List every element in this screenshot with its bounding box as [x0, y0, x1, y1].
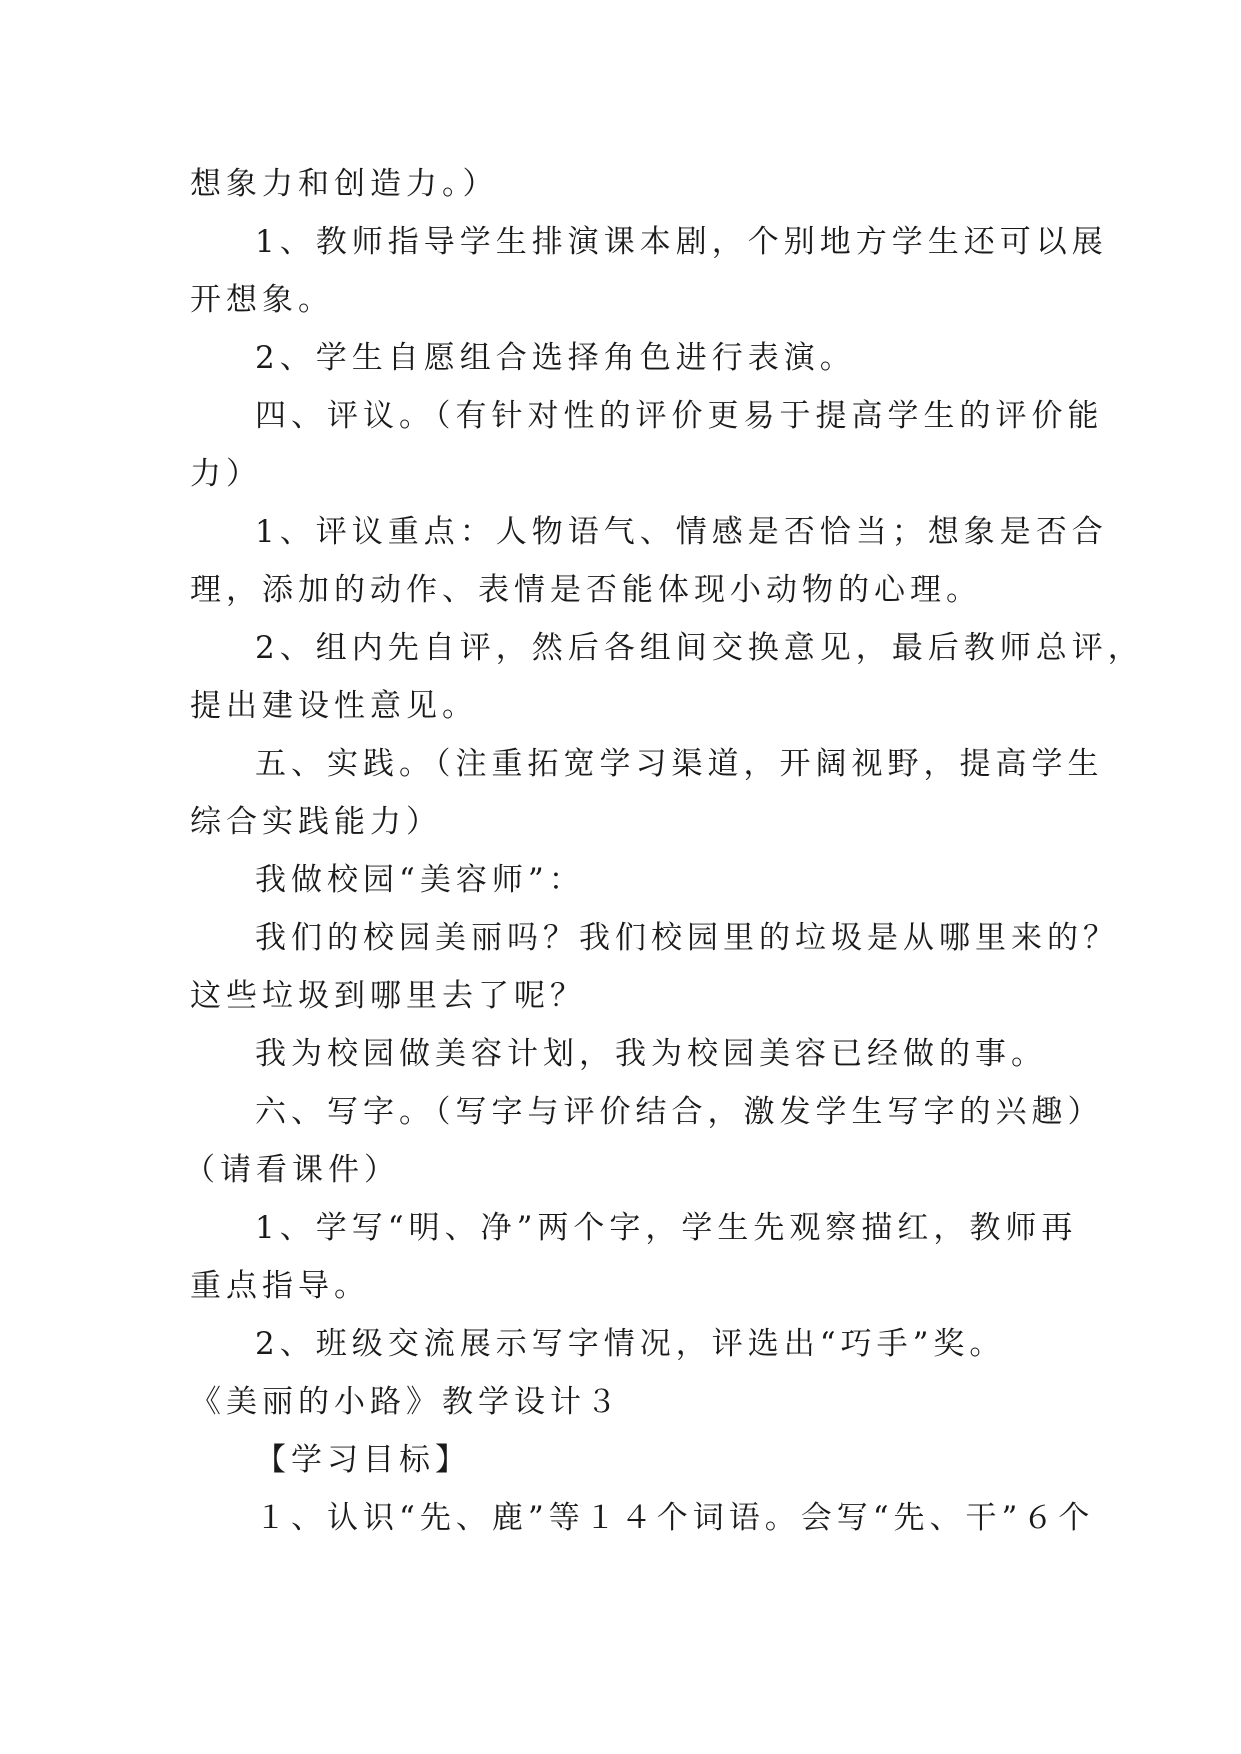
text-line: 我做校园“美容师”： [255, 862, 585, 898]
text-line: 力） [190, 456, 262, 492]
text-line: 1、学写“明、净”两个字，学生先观察描红，教师再 [255, 1210, 1078, 1246]
document-title: 《美丽的小路》教学设计３ [190, 1384, 622, 1420]
text-line: 2、组内先自评，然后各组间交换意见，最后教师总评， [255, 630, 1144, 666]
section-heading: 【学习目标】 [255, 1442, 471, 1478]
section-heading: 六、写字。（写字与评价结合，激发学生写字的兴趣） [255, 1094, 1104, 1130]
text-line: 提出建设性意见。 [190, 688, 478, 724]
text-line: 我们的校园美丽吗？我们校园里的垃圾是从哪里来的？ [255, 920, 1119, 956]
text-line: 开想象。 [190, 282, 334, 318]
text-line: 重点指导。 [190, 1268, 370, 1304]
text-line: 综合实践能力） [190, 804, 442, 840]
section-heading: 五、实践。（注重拓宽学习渠道，开阔视野，提高学生 [255, 746, 1104, 782]
text-line: 2、班级交流展示写字情况，评选出“巧手”奖。 [255, 1326, 1006, 1362]
text-line: 我为校园做美容计划，我为校园美容已经做的事。 [255, 1036, 1047, 1072]
text-line: 2、学生自愿组合选择角色进行表演。 [255, 340, 856, 376]
text-line: 1、教师指导学生排演课本剧，个别地方学生还可以展 [255, 224, 1108, 260]
text-line: 1、评议重点：人物语气、情感是否恰当；想象是否合 [255, 514, 1108, 550]
text-line: 这些垃圾到哪里去了呢？ [190, 978, 586, 1014]
text-line: （请看课件） [184, 1152, 400, 1188]
text-line: 想象力和创造力。） [190, 166, 499, 202]
text-line: １、认识“先、鹿”等１４个词语。会写“先、干”６个 [255, 1500, 1095, 1536]
section-heading: 四、评议。（有针对性的评价更易于提高学生的评价能 [255, 398, 1104, 434]
text-line: 理，添加的动作、表情是否能体现小动物的心理。 [190, 572, 982, 608]
